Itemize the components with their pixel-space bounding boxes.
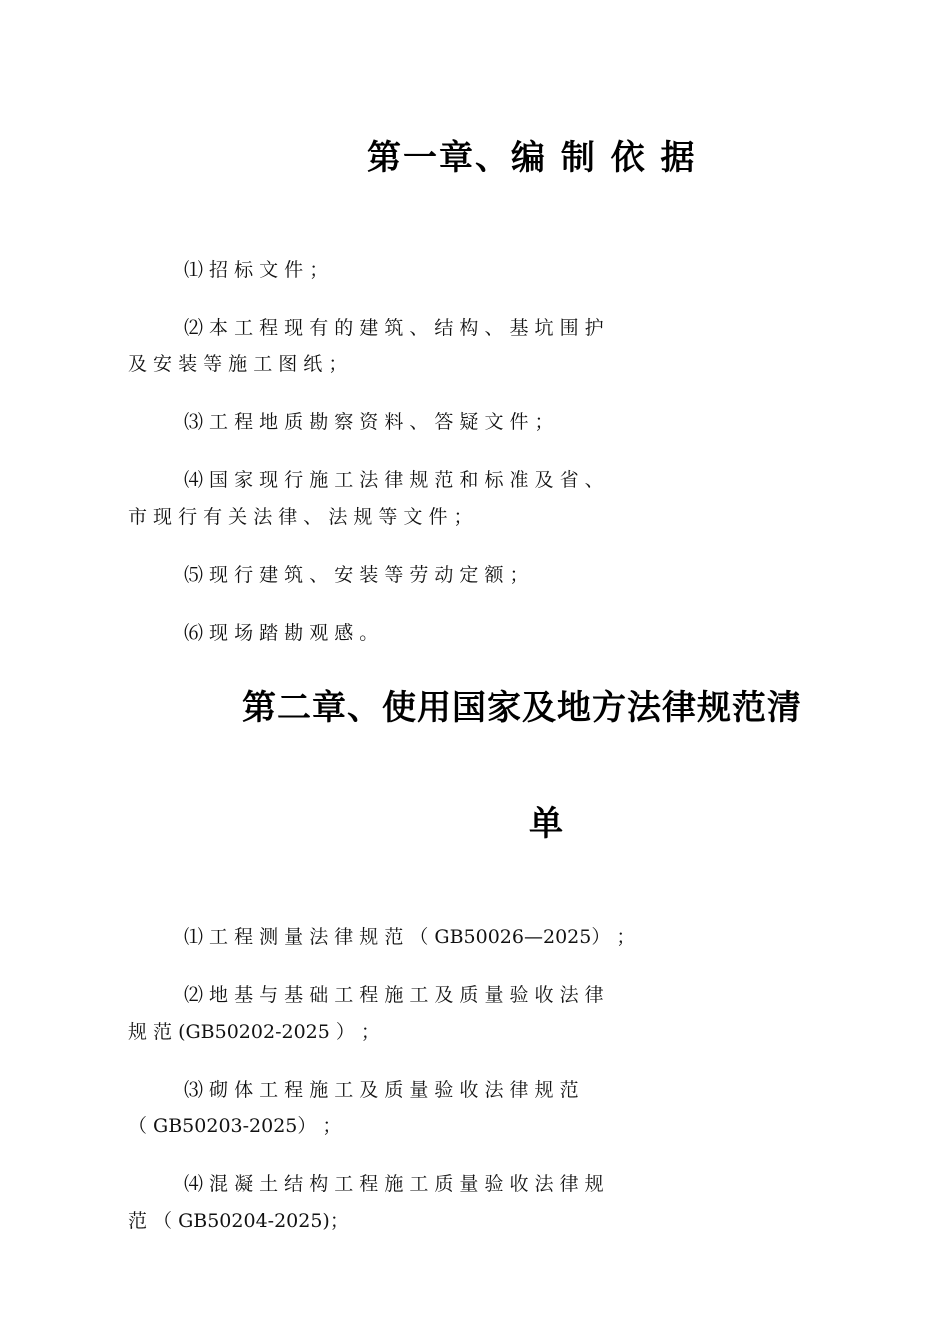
chapter-2-item-4-line-1: ⑷ 混 凝 土 结 构 工 程 施 工 质 量 验 收 法 律 规 <box>184 1173 604 1195</box>
chapter-1-item-4-line-2: 市 现 行 有 关 法 律 、 法 规 等 文 件 ； <box>128 506 473 528</box>
chapter-1-item-2-line-1: ⑵ 本 工 程 现 有 的 建 筑 、 结 构 、 基 坑 围 护 <box>184 317 604 339</box>
chapter-2-item-2-line-2: 规 范 (GB50202-2025 ） ； <box>128 1021 380 1043</box>
chapter-1-item-2-line-2: 及 安 装 等 施 工 图 纸 ； <box>128 353 348 375</box>
chapter-2-item-4-line-2: 范 （ GB50204-2025)； <box>128 1210 349 1232</box>
chapter-2-title-line-1: 第二章、使用国家及地方法律规范清 <box>242 688 802 728</box>
chapter-1-item-1-line-1: ⑴ 招 标 文 件 ； <box>184 259 329 281</box>
chapter-2-item-1-line-1: ⑴ 工 程 测 量 法 律 规 范 （ GB50026—2025） ； <box>184 926 636 948</box>
chapter-1-title: 第一章、编 制 依 据 <box>367 138 697 178</box>
chapter-2-title-line-2: 单 <box>529 804 563 844</box>
chapter-2-item-3-line-2: （ GB50203-2025） ； <box>128 1115 342 1137</box>
chapter-1-item-4-line-1: ⑷ 国 家 现 行 施 工 法 律 规 范 和 标 准 及 省 、 <box>184 469 604 491</box>
chapter-1-item-3-line-1: ⑶ 工 程 地 质 勘 察 资 料 、 答 疑 文 件 ； <box>184 411 554 433</box>
chapter-1-item-5-line-1: ⑸ 现 行 建 筑 、 安 装 等 劳 动 定 额 ； <box>184 564 529 586</box>
chapter-2-item-2-line-1: ⑵ 地 基 与 基 础 工 程 施 工 及 质 量 验 收 法 律 <box>184 984 604 1006</box>
chapter-1-item-6-line-1: ⑹ 现 场 踏 勘 观 感 。 <box>184 622 379 644</box>
chapter-2-item-3-line-1: ⑶ 砌 体 工 程 施 工 及 质 量 验 收 法 律 规 范 <box>184 1079 579 1101</box>
